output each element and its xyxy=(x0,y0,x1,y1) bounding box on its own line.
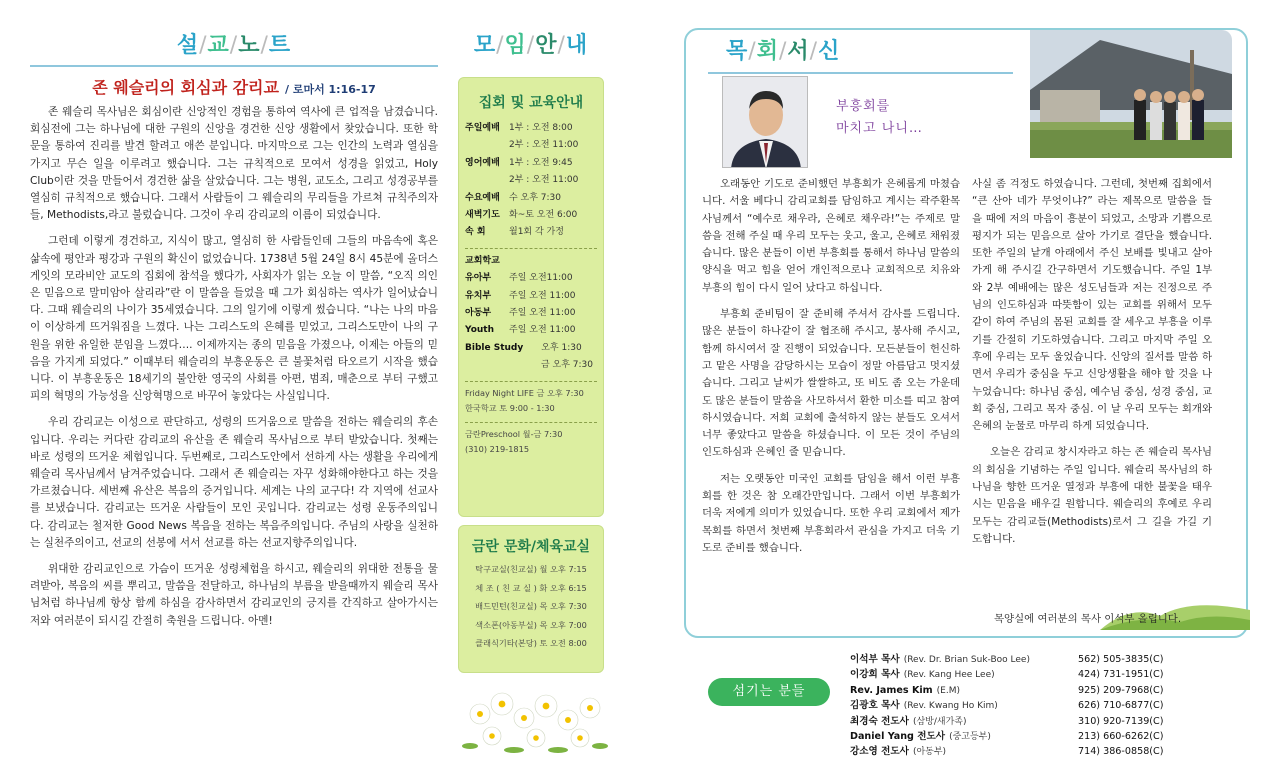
pastor-portrait xyxy=(722,76,808,168)
extra-line: 금란Preschool 월-금 7:30 xyxy=(465,428,563,439)
staff-name: 이석부 목사 xyxy=(850,654,900,665)
school-value: 오후 1:30 xyxy=(541,342,582,353)
staff-phone: 213) 660-6262(C) xyxy=(1078,730,1164,742)
staff-name: 강소영 전도사 xyxy=(850,746,909,758)
sermon-heading-char: 교 xyxy=(207,33,230,58)
staff-label-pill: 섬기는 분들 xyxy=(708,678,830,706)
school-label: Youth xyxy=(465,325,494,336)
staff-row xyxy=(850,729,1190,744)
schedule-row xyxy=(465,207,597,224)
staff-row xyxy=(850,698,1190,713)
schedule-label: 새벽기도 xyxy=(465,210,500,221)
schedule-label: 속 회 xyxy=(465,227,486,238)
staff-phone: 626) 710-6877(C) xyxy=(1078,700,1164,712)
meeting-heading-char: 모 xyxy=(473,33,497,58)
sermon-paragraph: 우리 감리교는 이성으로 판단하고, 성령의 뜨거움으로 말씀을 전하는 웨슬리의 후손입니다. 우리는 커다란 감리교의 유산을 존 웨슬리 목사님으로 부터 받았습니다. 첫째는 바로 성령의 뜨거운 체험입니다. 두번째로, 그리스도안에서 선하게 사는 생활을 우리에게 웨슬리 목사님께서 남겨주었습니다. 그래서 존 웨슬리는 자꾸 성화해야한다고 하는 것을 가르쳤습니다. 세번째 유산은 복음의 증거입니다. 세계는 나의 교구다! 각 지역에 선교사를 보냈습니다. 감리교는 뜨거운 사람들이 모인 곳입니다. 감리교는 성령 운동주의입니다. 감리교는 철저한 Good News 복음을 전하는 복음주의입니다. 주님의 사랑을 실천하는 실천주의이고, 선교의 선봉에 서서 선교를 하는 선교지향주의입니다. xyxy=(30,416,438,549)
schedule-value: 2부 : 오전 11:00 xyxy=(509,175,579,186)
schedule-label: 주일예배 xyxy=(465,123,500,133)
letter-heading-char: 목 xyxy=(726,39,749,64)
school-label: Bible Study xyxy=(465,342,524,353)
schedule-row xyxy=(465,155,597,172)
school-value: 금 오후 7:30 xyxy=(540,360,593,371)
school-row xyxy=(465,340,597,357)
sermon-title xyxy=(30,75,438,98)
schedule-divider xyxy=(465,381,597,382)
letter-heading-char: 신 xyxy=(818,39,841,64)
schedule-value: 화~토 오전 6:00 xyxy=(509,210,578,221)
staff-name: 이강희 목사 xyxy=(850,669,900,681)
staff-phone: 562) 505-3835(C) xyxy=(1078,654,1164,665)
culture-line: 탁구교실(친교실) 월 오후 7:15 xyxy=(475,564,587,574)
staff-list xyxy=(850,652,1190,760)
extra-line: Friday Night LIFE 금 오후 7:30 xyxy=(465,387,584,398)
staff-english-name: (Rev. Kang Hee Lee) xyxy=(903,670,995,681)
culture-line: 색소폰(아동부실) 목 오후 7:00 xyxy=(475,619,587,630)
staff-row xyxy=(850,683,1190,698)
school-row xyxy=(465,357,597,374)
culture-box xyxy=(458,525,604,673)
school-row xyxy=(465,322,597,339)
sermon-section xyxy=(30,28,438,639)
school-row xyxy=(465,305,597,322)
staff-english-name: (아동부) xyxy=(912,747,947,758)
staff-name: 김광호 목사 xyxy=(850,700,900,712)
letter-paragraph: 오늘은 감리교 창시자라고 하는 존 웨슬리 목사님의 회심을 기념하는 주일 입니다. 웨슬리 목사님의 하나님을 향한 뜨거운 열정과 부흥에 대한 불꽃을 태우시는 믿음을 배우길 원합니다. 웨슬리의 후예로 우리 모두는 감리교들(Methodists)로서 그 길을 가길 기도합니다. xyxy=(972,446,1212,545)
culture-line: 클래식기타(본당) 토 오전 8:00 xyxy=(475,638,587,649)
sermon-title-text: 존 웨슬리의 회심과 감리교 xyxy=(92,78,279,97)
schedule-divider xyxy=(465,422,597,423)
schedule-value: 월1회 각 가정 xyxy=(509,227,564,238)
school-label: 유아부 xyxy=(465,273,492,284)
schedule-label: 수요예배 xyxy=(465,192,500,203)
letter-subtitle-line-2: 마치고 나니… xyxy=(836,121,923,136)
sermon-heading-char: 노 xyxy=(238,33,261,58)
staff-row xyxy=(850,652,1190,667)
staff-name: 최경숙 전도사 xyxy=(850,715,909,727)
school-value: 주일 오전 11:00 xyxy=(509,290,576,301)
letter-paragraph: 오래동안 기도로 준비했던 부흥회가 은혜롭게 마쳤습니다. 서울 베다니 감리교회를 담임하고 계시는 곽주환목사님께서 “예수로 채우라, 은혜로 채우라!”는 주제로 말씀을 전해 주실 때 우리 모두는 웃고, 울고, 은혜로 채워졌습니다. 많은 분들이 이번 부흥회를 통해서 하나님 말씀의 양식을 먹고 힘을 얻어 개인적으로나 교회적으로 치유와 부흥의 힘이 다시 일어 났다고 하십니다. xyxy=(702,178,960,294)
staff-english-name: (E.M) xyxy=(936,685,961,696)
staff-phone: 714) 386-0858(C) xyxy=(1078,746,1164,758)
school-value: 주일 오전 11:00 xyxy=(509,325,576,336)
letter-heading-rule xyxy=(708,72,1013,74)
school-label: 아동부 xyxy=(465,308,492,319)
staff-phone: 424) 731-1951(C) xyxy=(1078,669,1164,681)
meeting-heading-char: 임 xyxy=(504,33,527,58)
culture-line: 배드민턴(친교실) 목 오후 7:30 xyxy=(475,601,587,612)
sermon-paragraph: 그런데 이렇게 경건하고, 지식이 많고, 열심히 한 사람들인데 그들의 마음속에 혹은 삶속에 평안과 평강과 구원의 확신이 없었습니다. 1738년 5월 24일 8시 45분에 올더스게잇의 모라비안 교도의 집회에 참석을 했다가, 사회자가 읽는 오늘 이 말씀, “오직 의인은 믿음으로 말미암아 살리라”란 이 말씀을 들었을 때 그가 회심하는 역사가 일어났습니다. 그때 웨슬리의 나이가 35세였습니다. 그의 일기에 이렇게 썼습니다. “나는 나의 마음이 이상하게 뜨거워짐을 느꼈다. 나는 그리스도의 은혜를 믿었고, 그리스도만이 나의 구원을 위한 유일한 분임을 느꼈다…. 이제까지는 종의 믿음을 가졌으나, 이제는 아들의 믿음을 가지게 되었다.” 이때부터 웨슬리의 부흥운동은 큰 불꽃처럼 타오르기 시작을 했습니다. 이 부흥운동은 18세기의 불안한 영국의 사회를 아편, 범죄, 매춘으로 부터 구했고 피의 혁명의 가능성을 신앙혁명으로 바꾸어 놓았다는 사실입니다. xyxy=(30,235,438,403)
schedule-value: 2부 : 오전 11:00 xyxy=(509,140,579,151)
sermon-heading: 설/교/노/트 xyxy=(176,33,292,58)
meeting-section xyxy=(456,28,606,673)
meeting-heading: 모/임/안/내 xyxy=(473,33,589,58)
schedule-box-title: 집회 및 교육안내 xyxy=(478,95,584,111)
culture-line: 체 조 ( 친 교 실 ) 화 오후 6:15 xyxy=(475,582,587,593)
schedule-value: 1부 : 오전 9:45 xyxy=(509,157,573,168)
sermon-reference: / 로마서 1:16-17 xyxy=(284,83,376,96)
letter-paragraph: 사실 좀 걱정도 하였습니다. 그런데, 첫번째 집회에서 “큰 산아 네가 무엇이냐?” 라는 제목으로 말씀을 들을 때에 저의 마음이 흥분이 되었고, 소망과 기쁨으로 평지가 되는 믿음으로 살아 가기로 결단을 했습니다. 또한 주일의 낱개 아래에서 주신 보배를 빛내고 살아가게 해 주시길 간구하면서 기도했습니다. 주일 1부와 2부 예배에는 많은 성도님들과 저는 진정으로 주님의 인도하심과 따뜻함이 있는 교회를 위해서 모두 같이 하여 주님의 몸된 교회를 잘 세우고 부흥을 이루기를 간절히 기도하였습니다. 그리고 마지막 주일 오후에 우리는 모두 울었습니다. 신앙의 질서를 말씀 하면서 우리가 중심을 두고 신앙생활을 해야 할 것을 나누었습니다: 하나님 중심, 예수님 중심, 성경 중심, 교회 중심, 그리고 목자 중심. 이 날 우리 모두는 회개와 은혜의 눈물로 마무리 하게 되었습니다. xyxy=(972,178,1212,433)
schedule-row xyxy=(465,224,597,241)
schedule-row xyxy=(465,190,597,207)
letter-heading-char: 회 xyxy=(756,39,779,64)
schedule-row xyxy=(465,172,597,189)
schedule-label: 영어예배 xyxy=(465,157,500,168)
letter-right-column xyxy=(972,176,1212,557)
staff-row xyxy=(850,714,1190,729)
sermon-heading-rule xyxy=(30,65,438,67)
staff-phone: 310) 920-7139(C) xyxy=(1078,715,1164,727)
schedule-divider xyxy=(465,248,597,249)
sermon-paragraph: 존 웨슬리 목사님은 회심이란 신앙적인 경험을 통하여 역사에 큰 업적을 남겼습니다. 회심전에 그는 하나님에 대한 구원의 신앙을 경건한 신앙 생활에서 찾았습니다. 또한 학문을 통하여 진리를 발견 할려고 애쓴 분입니다. 마지막으로 그는 인간의 노력과 열심을 가지고 무슨 일을 이루려고 했습니다. 그는 규칙적으로 모여서 성경을 읽었고, Holy Club이란 것을 만들어서 경건한 삶을 살았습니다. 그는 병원, 교도소, 그리고 성경공부를 열심히 규칙적으로 했습니다. 그래서 사람들이 그 웨슬리의 무리들을 가르쳐 규칙주의자들, Methodists,라고 불렀습니다. 그것이 우리 감리교의 이름이 되었습니다. xyxy=(30,106,438,222)
schedule-row xyxy=(465,120,597,137)
school-label: 유치부 xyxy=(465,290,492,301)
staff-row xyxy=(850,744,1190,759)
culture-box-title: 금란 문화/체육교실 xyxy=(471,539,591,555)
extra-line: 한국학교 토 9:00 - 1:30 xyxy=(465,402,555,413)
school-value: 주일 오전11:00 xyxy=(509,273,573,284)
staff-english-name: (삼방/새가족) xyxy=(912,716,967,727)
extra-line: (310) 219-1815 xyxy=(465,443,530,454)
staff-english-name: (중고등부) xyxy=(949,731,991,742)
staff-phone: 925) 209-7968(C) xyxy=(1078,684,1164,696)
staff-english-name: (Rev. Dr. Brian Suk-Boo Lee) xyxy=(903,655,1030,665)
church-group-photo-image xyxy=(1030,30,1232,158)
letter-heading: 목/회/서/신 xyxy=(726,39,841,64)
school-value: 주일 오전 11:00 xyxy=(509,308,576,319)
letter-paragraph: 저는 오랫동안 미국인 교회를 담임을 해서 이런 부흥회를 한 것은 참 오래간만입니다. 그래서 이번 부흥회가 더욱 저에게 의미가 있었습니다. 또한 우리 교회에서 제가 목회를 하면서 첫번째 부흥회라서 관심을 가지고 더욱 기도로 준비를 했습니다. xyxy=(702,472,960,554)
daisy-flowers-decoration xyxy=(462,684,608,754)
church-group-photo xyxy=(1030,30,1232,158)
school-row xyxy=(465,288,597,305)
staff-name: Daniel Yang 전도사 xyxy=(850,730,946,742)
sermon-paragraph: 위대한 감리교인으로 가슴이 뜨거운 성령체험을 하시고, 웨슬리의 위대한 전통을 물려받아, 복음의 씨를 뿌리고, 말씀을 전달하고, 하나님의 부름을 받을때까지 웨슬리 목사님처럼 하나님께 항상 함께 하심을 감사하면서 감리교인의 긍지를 간직하고 살아가시는 저와 여러분이 되시길 간절히 축원을 드립니다. 아멘! xyxy=(30,563,438,627)
staff-row xyxy=(850,667,1190,682)
schedule-row xyxy=(465,137,597,154)
sermon-heading-char: 트 xyxy=(268,33,292,58)
letter-left-column xyxy=(702,176,960,566)
pastor-portrait-image xyxy=(723,77,808,168)
letter-closing: 목양실에 여러분의 목사 이석부 올립니다. xyxy=(994,613,1182,625)
letter-subtitle xyxy=(836,96,923,140)
letter-heading-char: 서 xyxy=(787,39,810,64)
letter-paragraph: 부흥회 준비팀이 잘 준비해 주셔서 감사를 드립니다. 많은 분들이 하나같이 잘 협조해 주시고, 봉사해 주시고, 함께 하시여서 잘 진행이 되었습니다. 모든분들이 헌신하고 맡은 사명을 감당하시는 모습이 정말 아름답고 멋지셨습니다. 그리고 날씨가 쌀쌀하고, 또 비도 좀 오는 가운데도 많은 분들이 말씀을 사모하셔서 환한 미소를 띠고 참여하시였습니다. 저희 교회에 출석하지 않는 분들도 오셔서 너무 좋았다고 말씀을 하셨습니다. 이 모든 것이 주님의 인도하심과 은혜인 줄 믿습니다. xyxy=(702,308,960,459)
meeting-heading-char: 내 xyxy=(565,33,589,58)
staff-english-name: (Rev. Kwang Ho Kim) xyxy=(903,701,998,712)
meeting-heading-char: 안 xyxy=(535,33,558,58)
school-title-text: 교회학교 xyxy=(465,255,500,266)
schedule-value: 1부 : 오전 8:00 xyxy=(509,123,573,133)
school-row xyxy=(465,270,597,287)
schedule-value: 수 오후 7:30 xyxy=(509,192,562,203)
school-title xyxy=(465,253,597,270)
schedule-box xyxy=(458,77,604,517)
letter-subtitle-line-1: 부흥회를 xyxy=(836,99,891,114)
staff-name: Rev. James Kim xyxy=(850,684,933,696)
sermon-heading-char: 설 xyxy=(176,33,200,58)
